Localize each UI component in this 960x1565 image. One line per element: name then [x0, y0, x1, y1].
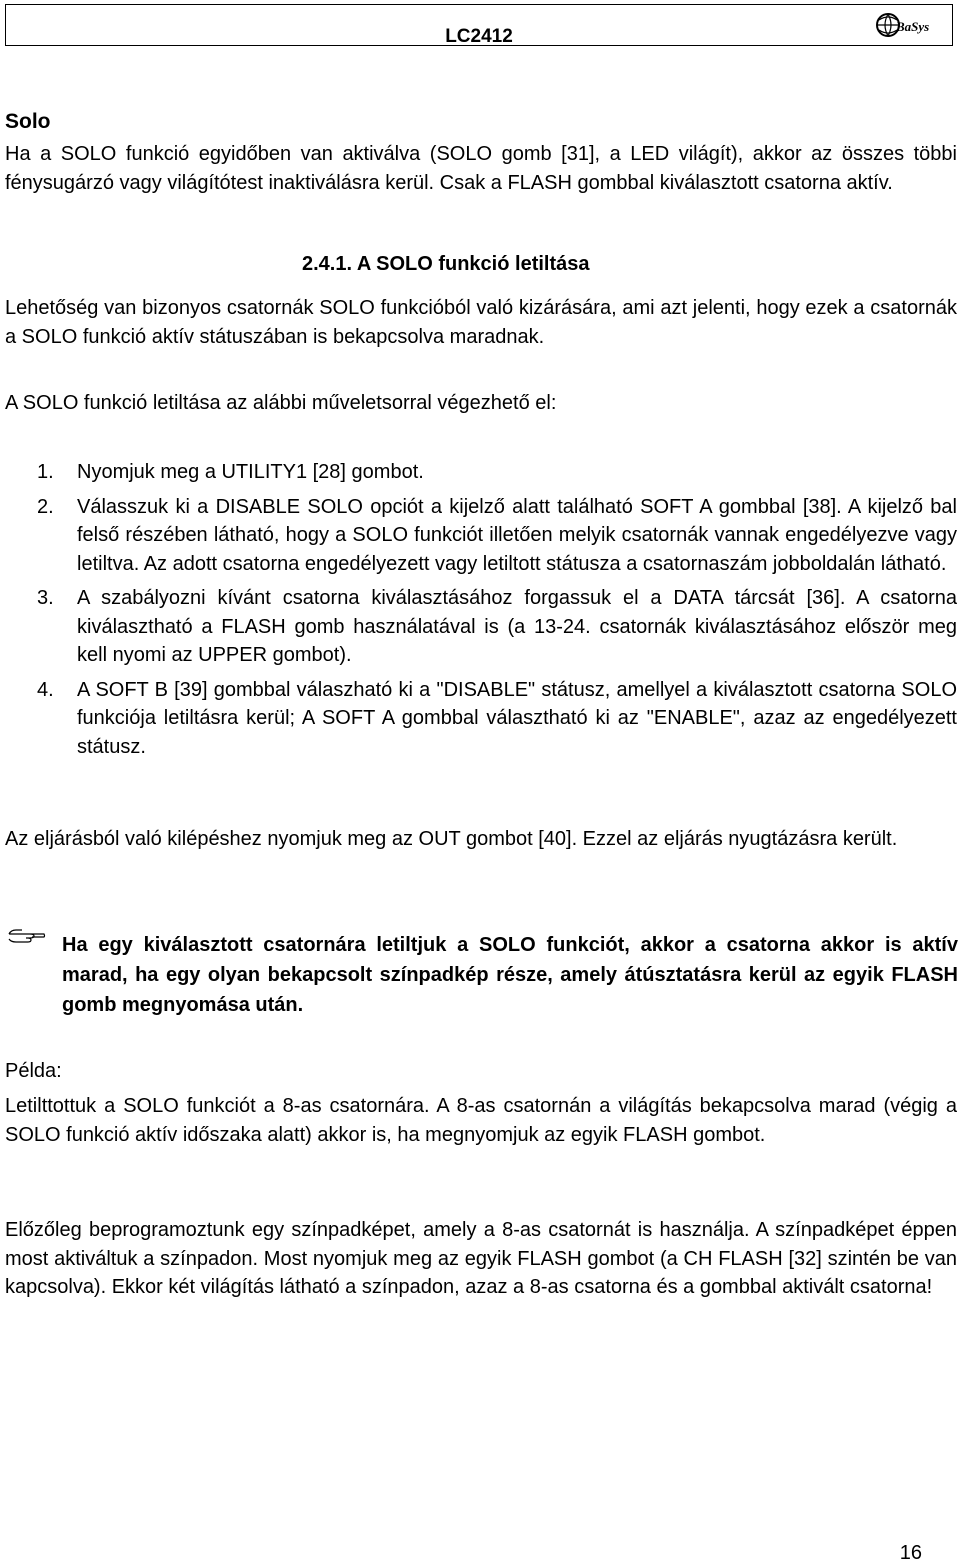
section-title: Solo: [5, 110, 51, 133]
list-item: [5, 584, 957, 670]
paragraph-exit: Az eljárásból való kilépéshez nyomjuk meg az OUT gombot [40]. Ezzel az eljárás nyugtázásra került.: [5, 828, 898, 850]
step-number: 2.: [37, 495, 54, 518]
step-number: 1.: [37, 461, 54, 483]
example-label: Példa:: [5, 1060, 62, 1082]
list-item: [5, 458, 957, 487]
list-item: [5, 676, 957, 762]
step-text: Nyomjuk meg a UTILITY1 [28] gombot.: [77, 461, 424, 483]
example-paragraph-1: Letilttottuk a SOLO funkciót a 8-as csatornára. A 8-as csatornán a világítás bekapcsolva marad (végig a SOLO funkció aktív időszaka alatt) akkor is, ha megnyomjuk az egyik FLASH gombot.: [5, 1095, 957, 1146]
paragraph-procedure-intro: A SOLO funkció letiltása az alábbi műveletsorral végezhető el:: [5, 392, 557, 414]
page-number: 16: [899, 1542, 922, 1564]
example-paragraph-2: Előzőleg beprogramoztunk egy színpadképet, amely a 8-as csatornát is használja. A színpadképet éppen most aktiváltuk a színpadon. Most nyomjuk meg az egyik FLASH gombot (a CH FLASH [32] szintén be van kapcsolva). Ekkor két világítás látható a színpadon, azaz a 8-as csatorna és a gombbal aktivált csatorna!: [5, 1219, 957, 1298]
step-number: 4.: [37, 678, 54, 701]
document-code: LC2412: [445, 26, 513, 47]
step-text: Válasszuk ki a DISABLE SOLO opciót a kijelző alatt található SOFT A gombbal [38]. A kijelző bal felső részében látható, hogy a SOLO funkciót illetően melyik csatornák vannak engedélyezve vagy letiltva. Az adott csatorna engedélyezett vagy letiltott státusza a csatornaszám jobboldalán látható.: [77, 495, 957, 575]
procedure-steps: [5, 458, 957, 767]
note-callout: Ha egy kiválasztott csatornára letiltjuk a SOLO funkciót, akkor a csatorna akkor is aktív marad, ha egy olyan bekapcsolt színpadkép része, amely átúsztatásra kerül az egyik FLASH gomb megnyomása után.: [62, 934, 958, 1016]
svg-text:BaSys: BaSys: [896, 19, 930, 34]
pointing-hand-icon: [8, 925, 46, 945]
subsection-heading: 2.4.1. A SOLO funkció letiltása: [302, 253, 590, 275]
basys-logo: [874, 10, 944, 40]
step-number: 3.: [37, 587, 54, 609]
step-text: A szabályozni kívánt csatorna kiválasztásához forgassuk el a DATA tárcsát [36]. A csatorna kiválasztható a FLASH gomb használatával is (a 13-24. csatornák kiválasztásához először meg kell nyomi az UPPER gombot).: [77, 587, 957, 666]
list-item: [5, 493, 957, 579]
step-text: A SOFT B [39] gombbal válaszható ki a "DISABLE" státusz, amellyel a kiválasztott csatorna SOLO funkciója letiltásra kerül; A SOFT A gombbal választható ki az "ENABLE", azaz az engedélyezett státusz.: [77, 678, 957, 758]
paragraph-exclusion: Lehetőség van bizonyos csatornák SOLO funkcióból való kizárására, ami azt jelenti, hogy ezek a csatornák a SOLO funkció aktív státuszában is bekapcsolva maradnak.: [5, 297, 957, 348]
page-header: [5, 4, 953, 46]
intro-paragraph: Ha a SOLO funkció egyidőben van aktiválva (SOLO gomb [31], a LED világít), akkor az összes többi fénysugárzó vagy világítótest inaktiválásra kerül. Csak a FLASH gombbal kiválasztott csatorna aktív.: [5, 143, 957, 194]
